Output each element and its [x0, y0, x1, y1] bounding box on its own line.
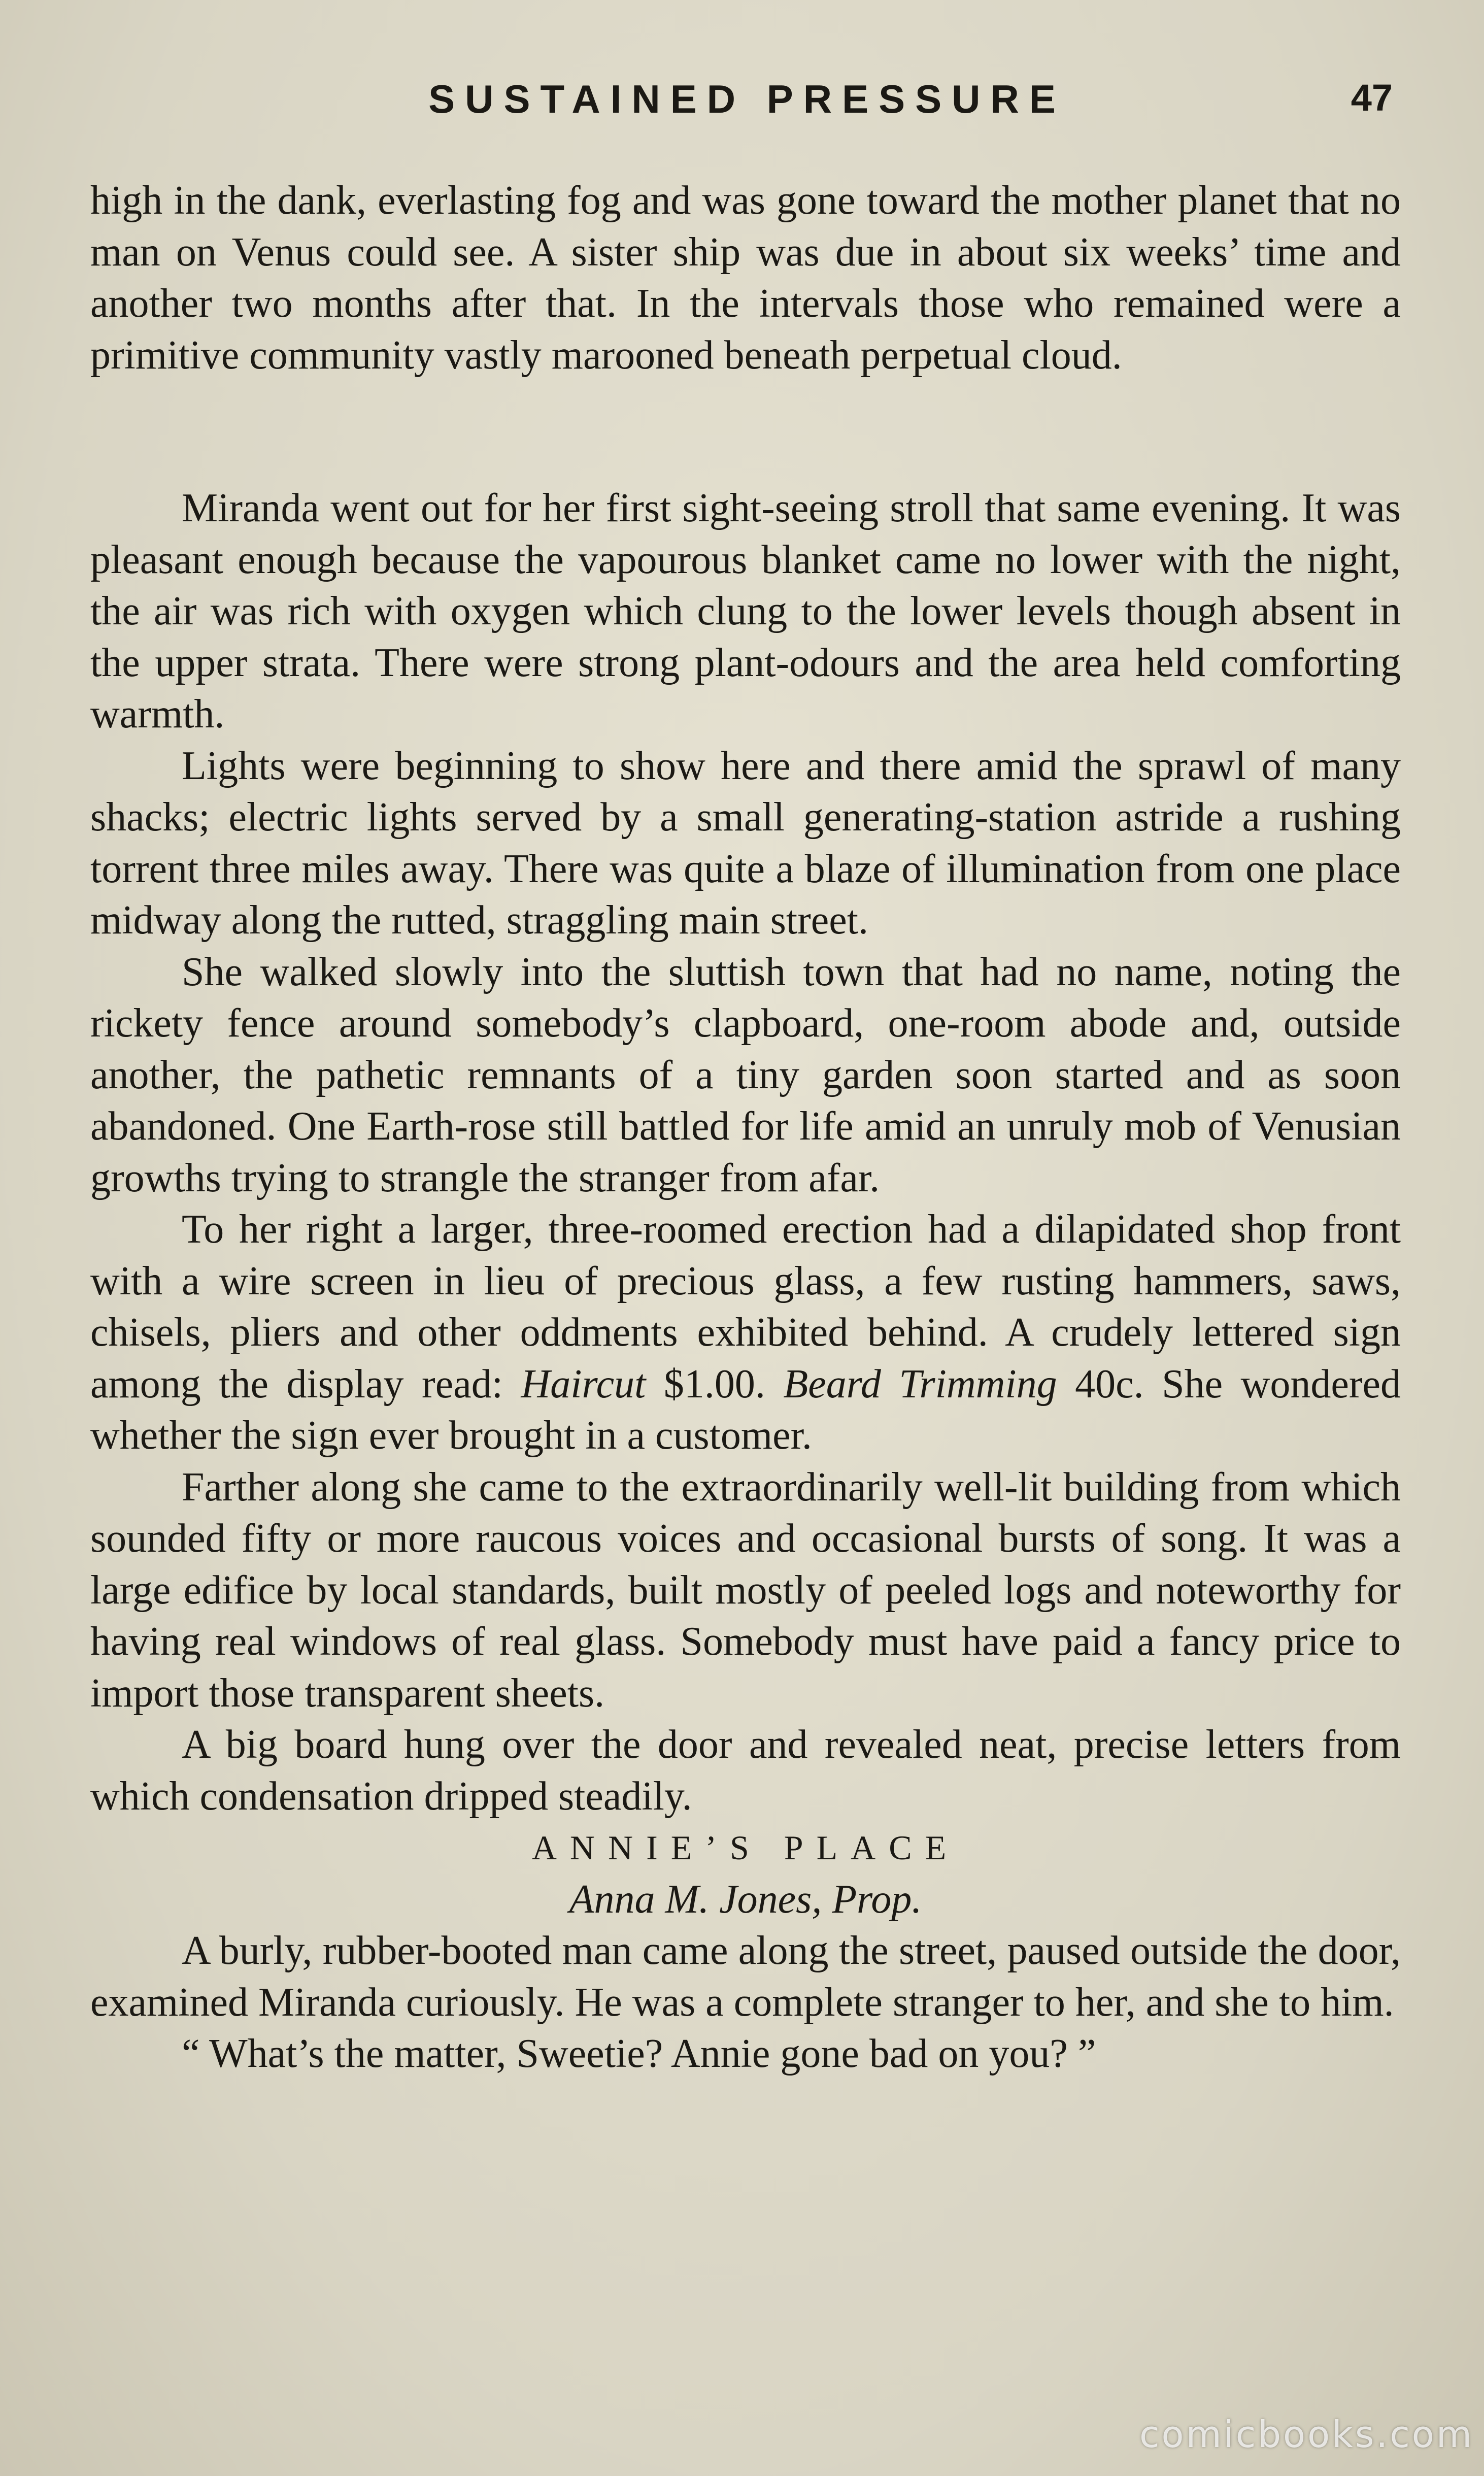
watermark: comicbooks.com: [1139, 2413, 1474, 2456]
paragraph-6: Farther along she came to the extraordinarily well-lit building from which sounded fifty or more raucous voices and occasional bursts of song. It was a large edifice by local standards, built mostly of peeled logs and noteworthy for having real windows of real glass. Somebody must have paid a fancy price to import those transparent sheets.: [90, 1464, 1401, 1716]
paragraph-5-end: 40c. She wondered whether the sign ever brought in a customer.: [90, 1361, 1401, 1458]
paragraph-4: She walked slowly into the sluttish town that had no name, noting the rickety fence around somebody’s clapboard, one-room abode and, outside another, the pathetic remnants of a tiny garden soon started and as soon abandoned. One Earth-rose still battled for life amid an unruly mob of Venusian growths trying to strangle the stranger from afar.: [90, 949, 1401, 1200]
page-header: [91, 76, 1403, 132]
section-break: [90, 381, 1401, 483]
page-number: 47: [1351, 77, 1393, 119]
paragraph-5-start: To her right a larger, three-roomed erection had a dilapidated shop front with a wire screen in lieu of precious glass, a few rusting hammers, saws, chisels, pliers and other oddments exhibited behind. A crudely lettered sign among the display read:: [90, 1207, 1401, 1407]
beard-trimming-text: Beard Trimming: [783, 1361, 1057, 1407]
paragraph-1: high in the dank, everlasting fog and was gone toward the mother planet that no man on Venus could see. A sister ship was due in about six weeks’ time and another two months after that. In the intervals those who remained were a primitive community vastly marooned beneath perpetual cloud.: [90, 178, 1401, 378]
paragraph-3: Lights were beginning to show here and there amid the sprawl of many shacks; electric lights served by a small generating-station astride a rushing torrent three miles away. There was quite a blaze of illumination from one place midway along the rutted, straggling main street.: [90, 743, 1401, 943]
haircut-price: $1.00.: [646, 1361, 784, 1407]
sign-owner: Anna M. Jones, Prop.: [569, 1877, 922, 1922]
running-title: SUSTAINED PRESSURE: [428, 77, 1066, 121]
paragraph-5: [90, 1204, 1401, 1462]
body-text: [90, 175, 1401, 2080]
paragraph-2: Miranda went out for her first sight-seeing stroll that same evening. It was pleasant enough because the vapourous blanket came no lower with the night, the air was rich with oxygen which clung to the lower levels though absent in the upper strata. There were strong plant-odours and the area held comforting warmth.: [90, 486, 1401, 737]
paragraph-8: A burly, rubber-booted man came along the street, paused outside the door, examined Miranda curiously. He was a complete stranger to her, and she to him.: [90, 1928, 1401, 2025]
sign-name: ANNIE’S PLACE: [531, 1828, 960, 1867]
sign-block: [90, 1822, 1401, 1925]
haircut-text: Haircut: [521, 1361, 646, 1407]
paragraph-9: “ What’s the matter, Sweetie? Annie gone bad on you? ”: [182, 2031, 1096, 2076]
paragraph-7: A big board hung over the door and revealed neat, precise letters from which condensation dripped steadily.: [90, 1722, 1401, 1819]
